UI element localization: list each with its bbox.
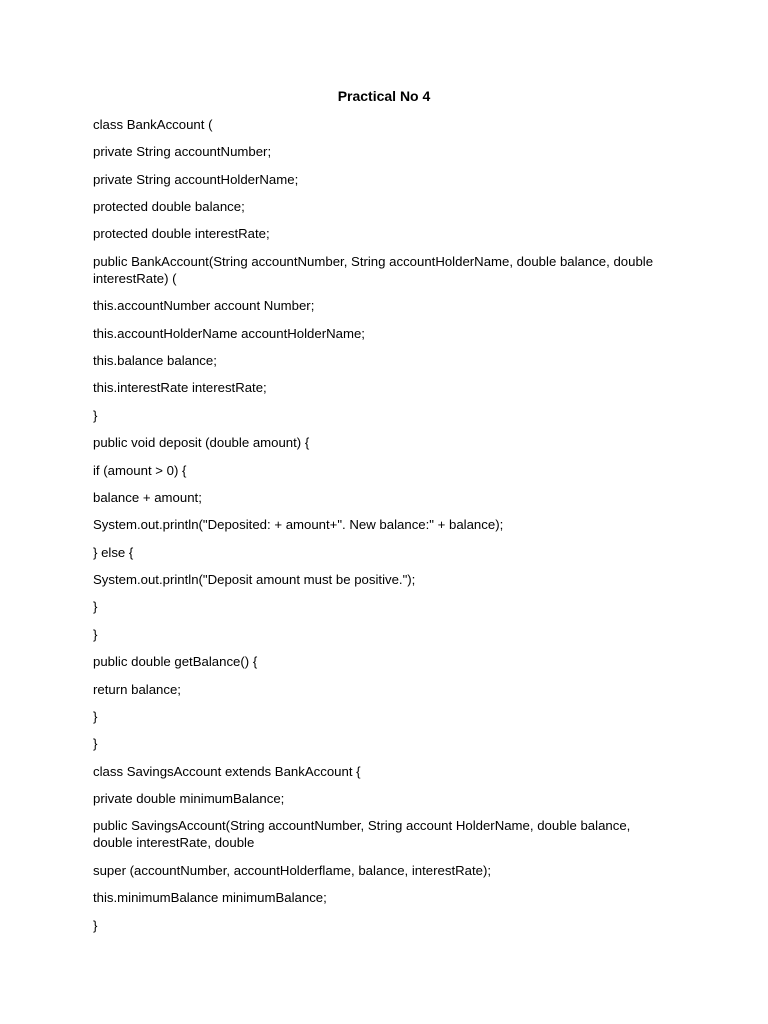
text-line: } else { xyxy=(93,545,134,560)
text-line: this.accountHolderName accountHolderName; xyxy=(93,326,365,341)
text-line: balance + amount; xyxy=(93,490,202,505)
text-line: public double getBalance() { xyxy=(93,654,258,669)
text-line: } xyxy=(93,599,98,614)
text-line: System.out.println("Deposited: + amount+". New balance:" + balance); xyxy=(93,517,504,532)
text-line: } xyxy=(93,408,98,423)
text-line: } xyxy=(93,736,98,751)
text-line: this.interestRate interestRate; xyxy=(93,380,267,395)
text-line: super (accountNumber, accountHolderflame, balance, interestRate); xyxy=(93,863,492,878)
text-line: public BankAccount(String accountNumber, String accountHolderName, double balance, double interestRate) ( xyxy=(93,254,654,286)
text-line: public SavingsAccount(String accountNumber, String account HolderName, double balance, double interestRate, double xyxy=(93,818,631,850)
text-line: public void deposit (double amount) { xyxy=(93,435,310,450)
text-line: System.out.println("Deposit amount must be positive."); xyxy=(93,572,416,587)
text-line: this.balance balance; xyxy=(93,353,217,368)
text-line: class BankAccount ( xyxy=(93,117,213,132)
text-line: } xyxy=(93,709,98,724)
text-line: return balance; xyxy=(93,682,181,697)
text-line: class SavingsAccount extends BankAccount { xyxy=(93,764,361,779)
page-title: Practical No 4 xyxy=(337,88,431,104)
text-line: if (amount > 0) { xyxy=(93,463,187,478)
text-line: } xyxy=(93,918,98,933)
text-line: protected double balance; xyxy=(93,199,245,214)
text-line: private double minimumBalance; xyxy=(93,791,285,806)
text-line: private String accountNumber; xyxy=(93,144,272,159)
text-line: this.accountNumber account Number; xyxy=(93,298,315,313)
text-line: protected double interestRate; xyxy=(93,226,270,241)
text-line: } xyxy=(93,627,98,642)
text-line: private String accountHolderName; xyxy=(93,172,299,187)
text-line: this.minimumBalance minimumBalance; xyxy=(93,890,327,905)
